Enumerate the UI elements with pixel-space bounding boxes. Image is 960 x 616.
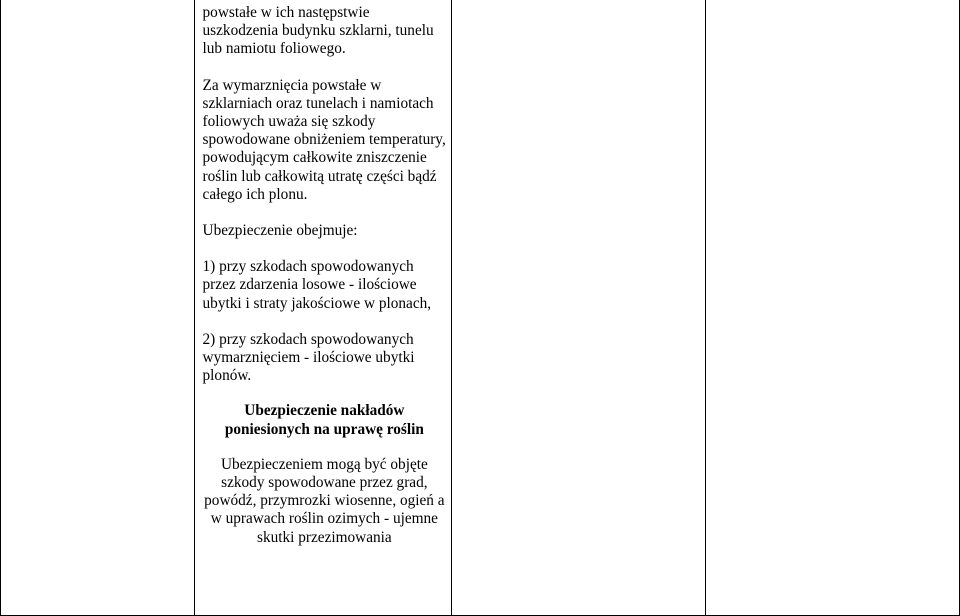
coverage-intro: Ubezpieczenie obejmuje: [202,222,358,240]
frost-paragraph: Za wymarznięcia powstałe w szklarniach oraz tunelach i namiotach foliowych uważa się szkody spowodowane obniżeniem temperatury, powodującym całkowite zniszczenie roślin lub całkowitą utratę części bądź całego ich plonu. [202,76,446,203]
table-row [1,0,960,616]
empty-cell-middle [452,0,705,616]
empty-cell-right [705,0,959,616]
coverage-item-2: 2) przy szkodach spowodowanych wymarznięciem - ilościowe ubytki plonów. [202,330,415,385]
description-content [195,0,452,547]
empty-cell-left [1,0,195,616]
section-text: Ubezpieczeniem mogą być objęte szkody spowodowane przez grad, powódź, przymrozki wiosenne, ogień a w uprawach roślin ozimych - ujemne skutki przezimowania [204,455,445,546]
section-heading: Ubezpieczenie nakładów poniesionych na uprawę roślin [224,402,424,438]
continuation-text: powstałe w ich następstwie uszkodzenia budynku szklarni, tunelu lub namiotu foliowego. [202,4,434,58]
coverage-item-1: 1) przy szkodach spowodowanych przez zdarzenia losowe - ilościowe ubytki i straty jakościowe w plonach, [202,258,432,312]
description-cell [194,0,452,616]
